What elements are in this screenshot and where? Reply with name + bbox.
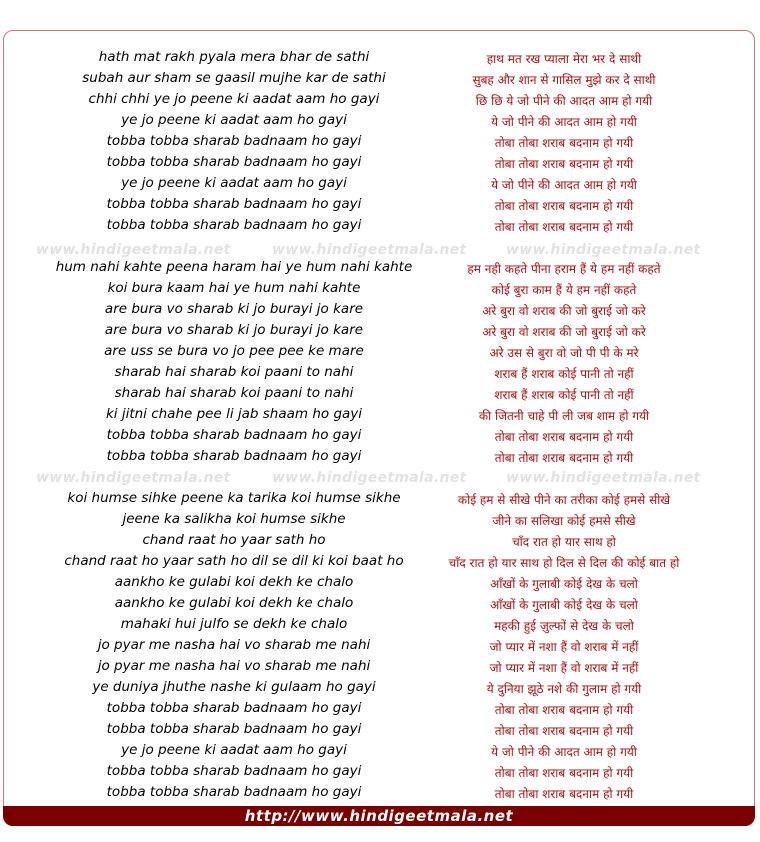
english-lyric-line: ki jitni chahe pee li jab shaam ho gayi (105, 406, 363, 422)
hindi-lyric-line: कोई बुरा काम हैं ये हम नहीं कहते (491, 283, 637, 297)
english-lyric-line: are uss se bura vo jo pee pee ke mare (104, 343, 364, 359)
hindi-lyric-line: छि छि ये जो पीने की आदत आम हो गयी (475, 94, 653, 108)
watermark-text: www.hindigeetmala.net (506, 470, 701, 486)
english-lyric-line: tobba tobba sharab badnaam ho gayi (106, 784, 362, 800)
watermark-text: www.hindigeetmala.net (36, 470, 231, 486)
english-lyric-line: jo pyar me nasha hai vo sharab me nahi (97, 658, 371, 674)
hindi-lyric-line: जो प्यार में नशा हैं वो शराब में नहीं (489, 661, 639, 675)
hindi-lyric-line: ये जो पीने की आदत आम हो गयी (491, 178, 637, 192)
english-lyric-line: are bura vo sharab ki jo burayi jo kare (104, 322, 364, 338)
english-lyric-line: tobba tobba sharab badnaam ho gayi (106, 700, 362, 716)
english-lyric-line: sharab hai sharab koi paani to nahi (114, 364, 354, 380)
hindi-lyric-line: हम नही कहते पीना हराम हैं ये हम नहीं कहते (467, 262, 661, 276)
english-lyric-line: chand raat ho yaar sath ho (142, 532, 326, 548)
hindi-lyric-line: कोई हम से सीखे पीने का तरीका कोई हमसे सीखे (457, 493, 671, 507)
hindi-lyric-line: तोबा तोबा शराब बदनाम हो गयी (494, 766, 634, 780)
hindi-lyric-line: महकी हुई ज़ुल्फों से देख के चलो (494, 619, 634, 633)
hindi-lyric-line: आँखों के गुलाबी कोई देख के चलो (490, 598, 638, 612)
footer-site-link[interactable] (3, 806, 755, 826)
hindi-lyric-line: सुबह और शान से गासिल मुझे कर दे साथी (472, 73, 656, 87)
hindi-lyric-line: अरे उस से बुरा वो जो पी पी के मरे (489, 346, 639, 360)
english-lyric-line: ye jo peene ki aadat aam ho gayi (121, 112, 347, 128)
hindi-lyric-line: जीने का सलिखा कोई हमसे सीखे (492, 514, 636, 528)
watermark-text: www.hindigeetmala.net (506, 242, 701, 258)
watermark-row-2 (4, 470, 755, 486)
english-lyric-line: tobba tobba sharab badnaam ho gayi (106, 427, 362, 443)
hindi-lyric-line: तोबा तोबा शराब बदनाम हो गयी (494, 430, 634, 444)
hindi-lyric-line: चाँद रात हो यार साथ हो दिल से दिल की कोई बात हो (448, 556, 680, 570)
watermark-text: www.hindigeetmala.net (272, 470, 467, 486)
hindi-lyric-line: अरे बुरा वो शराब की जो बुराई जो करे (482, 304, 646, 318)
english-lyric-line: hum nahi kahte peena haram hai ye hum nahi kahte (55, 259, 413, 275)
stanza-1-hindi (414, 49, 714, 238)
lyrics-card (3, 30, 755, 826)
watermark-row-1 (4, 242, 755, 258)
hindi-lyric-line: आँखों के गुलाबी कोई देख के चलो (490, 577, 638, 591)
watermark-text: www.hindigeetmala.net (36, 242, 231, 258)
hindi-lyric-line: शराब हैं शराब कोई पानी तो नहीं (494, 388, 634, 402)
english-lyric-line: jo pyar me nasha hai vo sharab me nahi (97, 637, 371, 653)
english-lyric-line: tobba tobba sharab badnaam ho gayi (106, 133, 362, 149)
english-lyric-line: tobba tobba sharab badnaam ho gayi (106, 217, 362, 233)
hindi-lyric-line: जो प्यार में नशा हैं वो शराब में नहीं (489, 640, 639, 654)
hindi-lyric-line: चाँद रात हो यार साथ हो (512, 535, 616, 549)
stanza-3-english (4, 488, 464, 803)
english-lyric-line: tobba tobba sharab badnaam ho gayi (106, 721, 362, 737)
english-lyric-line: sharab hai sharab koi paani to nahi (114, 385, 354, 401)
english-lyric-line: tobba tobba sharab badnaam ho gayi (106, 763, 362, 779)
english-lyric-line: ye jo peene ki aadat aam ho gayi (121, 175, 347, 191)
stanza-2-hindi (414, 259, 714, 469)
stanza-1-english (4, 47, 464, 236)
english-lyric-line: hath mat rakh pyala mera bhar de sathi (98, 49, 370, 65)
english-lyric-line: koi bura kaam hai ye hum nahi kahte (107, 280, 361, 296)
hindi-lyric-line: ये दुनिया झूठे नशे की गुलाम हो गयी (486, 682, 642, 696)
english-lyric-line: subah aur sham se gaasil mujhe kar de sathi (82, 70, 386, 86)
hindi-lyric-line: ये जो पीने की आदत आम हो गयी (491, 115, 637, 129)
hindi-lyric-line: तोबा तोबा शराब बदनाम हो गयी (494, 220, 634, 234)
hindi-lyric-line: तोबा तोबा शराब बदनाम हो गयी (494, 451, 634, 465)
english-lyric-line: tobba tobba sharab badnaam ho gayi (106, 196, 362, 212)
stanza-3-hindi (414, 490, 714, 805)
hindi-lyric-line: शराब हैं शराब कोई पानी तो नहीं (494, 367, 634, 381)
hindi-lyric-line: ये जो पीने की आदत आम हो गयी (491, 745, 637, 759)
hindi-lyric-line: की जितनी चाहे पी ली जब शाम हो गयी (478, 409, 650, 423)
hindi-lyric-line: अरे बुरा वो शराब की जो बुराई जो करे (482, 325, 646, 339)
english-lyric-line: mahaki hui julfo se dekh ke chalo (120, 616, 348, 632)
hindi-lyric-line: तोबा तोबा शराब बदनाम हो गयी (494, 157, 634, 171)
english-lyric-line: jeene ka salikha koi humse sikhe (122, 511, 346, 527)
hindi-lyric-line: तोबा तोबा शराब बदनाम हो गयी (494, 136, 634, 150)
english-lyric-line: aankho ke gulabi koi dekh ke chalo (114, 574, 354, 590)
english-lyric-line: are bura vo sharab ki jo burayi jo kare (104, 301, 364, 317)
english-lyric-line: chhi chhi ye jo peene ki aadat aam ho gayi (88, 91, 380, 107)
stanza-2-english (4, 257, 464, 467)
english-lyric-line: chand raat ho yaar sath ho dil se dil ki koi baat ho (64, 553, 404, 569)
english-lyric-line: ye duniya jhuthe nashe ki gulaam ho gayi (92, 679, 376, 695)
english-lyric-line: koi humse sihke peene ka tarika koi humse sikhe (67, 490, 401, 506)
watermark-text: www.hindigeetmala.net (272, 242, 467, 258)
english-lyric-line: tobba tobba sharab badnaam ho gayi (106, 154, 362, 170)
english-lyric-line: tobba tobba sharab badnaam ho gayi (106, 448, 362, 464)
hindi-lyric-line: तोबा तोबा शराब बदनाम हो गयी (494, 703, 634, 717)
footer-url[interactable]: http://www.hindigeetmala.net (244, 807, 514, 825)
hindi-lyric-line: तोबा तोबा शराब बदनाम हो गयी (494, 787, 634, 801)
english-lyric-line: ye jo peene ki aadat aam ho gayi (121, 742, 347, 758)
hindi-lyric-line: तोबा तोबा शराब बदनाम हो गयी (494, 724, 634, 738)
english-lyric-line: aankho ke gulabi koi dekh ke chalo (114, 595, 354, 611)
hindi-lyric-line: हाथ मत रख प्याला मेरा भर दे साथी (486, 52, 642, 66)
hindi-lyric-line: तोबा तोबा शराब बदनाम हो गयी (494, 199, 634, 213)
